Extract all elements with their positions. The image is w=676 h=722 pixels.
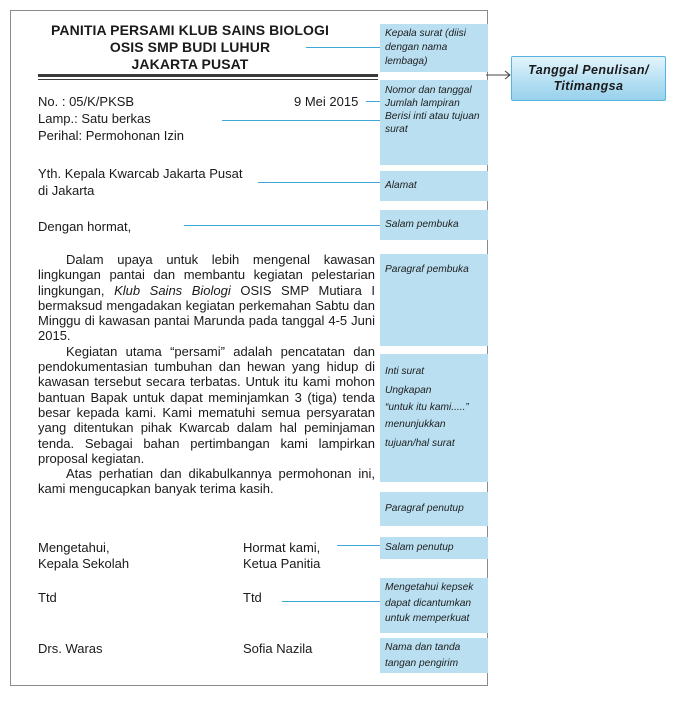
principal-title: Kepala Sekolah	[38, 556, 130, 571]
club-name: Klub Sains Biologi	[114, 282, 231, 298]
connector-mengetahui	[282, 601, 380, 602]
annotation-paragraf-pembuka: Paragraf pembuka	[380, 254, 488, 346]
letterhead-rule-thin	[38, 79, 378, 80]
chairman-title: Ketua Panitia	[243, 556, 321, 571]
regards-label: Hormat kami,	[243, 540, 321, 555]
connector-nomor	[366, 101, 380, 102]
annotation-salam-pembuka: Salam pembuka	[380, 210, 488, 240]
connector-perihal	[222, 120, 380, 121]
annotation-inti-group	[380, 354, 488, 482]
callout-arrow-icon	[486, 66, 512, 82]
opening-greeting: Dengan hormat,	[38, 219, 132, 234]
letter-date: 9 Mei 2015	[294, 94, 359, 109]
annotation-inti-surat: Inti surat	[385, 366, 425, 377]
annotation-untuk-itu: “untuk itu kami.....”	[385, 402, 469, 413]
recipient-line-2: di Jakarta	[38, 183, 95, 198]
annotation-perihal: Berisi inti atau tujuan surat	[385, 111, 480, 135]
annotation-ungkapan: Ungkapan	[385, 385, 432, 396]
letter-attachment: Lamp.: Satu berkas	[38, 111, 151, 126]
connector-salam-penutup	[337, 545, 380, 546]
letter-body	[38, 252, 375, 497]
letterhead-rule-thick	[38, 74, 378, 77]
main-paragraph: Kegiatan utama “persami” adalah pencatatan dan pendokumentasian tumbuhan dan hewan yang hidup di kawasan tersebut secara terbatas. Untuk itu kami mohon bantuan Bapak untuk dapat meminjamkan 3 (tiga) tenda besar kepada kami. Kami mematuhi semua persyaratan yang ditentukan pihak Kwarcab dalam hal peminjaman tenda. Sebagai bahan pertimbangan kami lampirkan proposal kegiatan.	[38, 343, 375, 466]
connector-kepala-surat	[306, 47, 380, 48]
annotation-nomor: Nomor dan tanggal	[385, 85, 472, 96]
annotation-salam-penutup: Salam penutup	[380, 537, 488, 559]
letter-number: No. : 05/K/PKSB	[38, 94, 135, 109]
letter-subject: Perihal: Permohonan Izin	[38, 128, 184, 143]
annotation-alamat: Alamat	[380, 171, 488, 201]
chairman-signature: Ttd	[243, 590, 262, 605]
recipient-line-1: Yth. Kepala Kwarcab Jakarta Pusat	[38, 166, 243, 181]
annotation-lampiran: Jumlah lampiran	[385, 98, 460, 109]
principal-signature: Ttd	[38, 590, 57, 605]
connector-salam-pembuka	[184, 225, 380, 226]
annotation-kepala-surat: Kepala surat (diisi dengan nama lembaga)	[380, 24, 488, 72]
annotation-mengetahui: Mengetahui kepsek dapat dicantumkan untuk memperkuat	[380, 578, 488, 633]
acknowledged-label: Mengetahui,	[38, 540, 110, 555]
closing-paragraph: Atas perhatian dan dikabulkannya permohonan ini, kami mengucapkan banyak terima kasih.	[38, 466, 375, 497]
letterhead-line-3: JAKARTA PUSAT	[131, 56, 249, 72]
opening-paragraph-text-a: Dalam upaya untuk lebih mengenal kawasan lingkungan pantai dan membantu kegiatan pelestarian lingkungan,	[38, 252, 375, 298]
connector-alamat	[258, 182, 380, 183]
opening-paragraph	[38, 252, 375, 344]
opening-paragraph-text-b: OSIS SMP Mutiara I bermaksud mengadakan kegiatan perkemahan Sabtu dan Minggu di kawasan pantai Marunda pada tanggal 4-5 Juni 2015.	[38, 282, 376, 344]
annotation-nama-tanda: Nama dan tanda tangan pengirim	[380, 638, 488, 673]
principal-name: Drs. Waras	[38, 641, 103, 656]
letterhead-line-2: OSIS SMP BUDI LUHUR	[109, 39, 271, 55]
callout-tanggal-penulisan: Tanggal Penulisan/ Titimangsa	[511, 56, 666, 101]
annotation-meta-group	[380, 80, 488, 165]
chairman-name: Sofia Nazila	[243, 641, 313, 656]
annotation-menunjukkan: menunjukkan tujuan/hal surat	[385, 419, 455, 449]
letterhead-line-1: PANITIA PERSAMI KLUB SAINS BIOLOGI	[51, 22, 329, 38]
annotation-paragraf-penutup: Paragraf penutup	[380, 492, 488, 526]
